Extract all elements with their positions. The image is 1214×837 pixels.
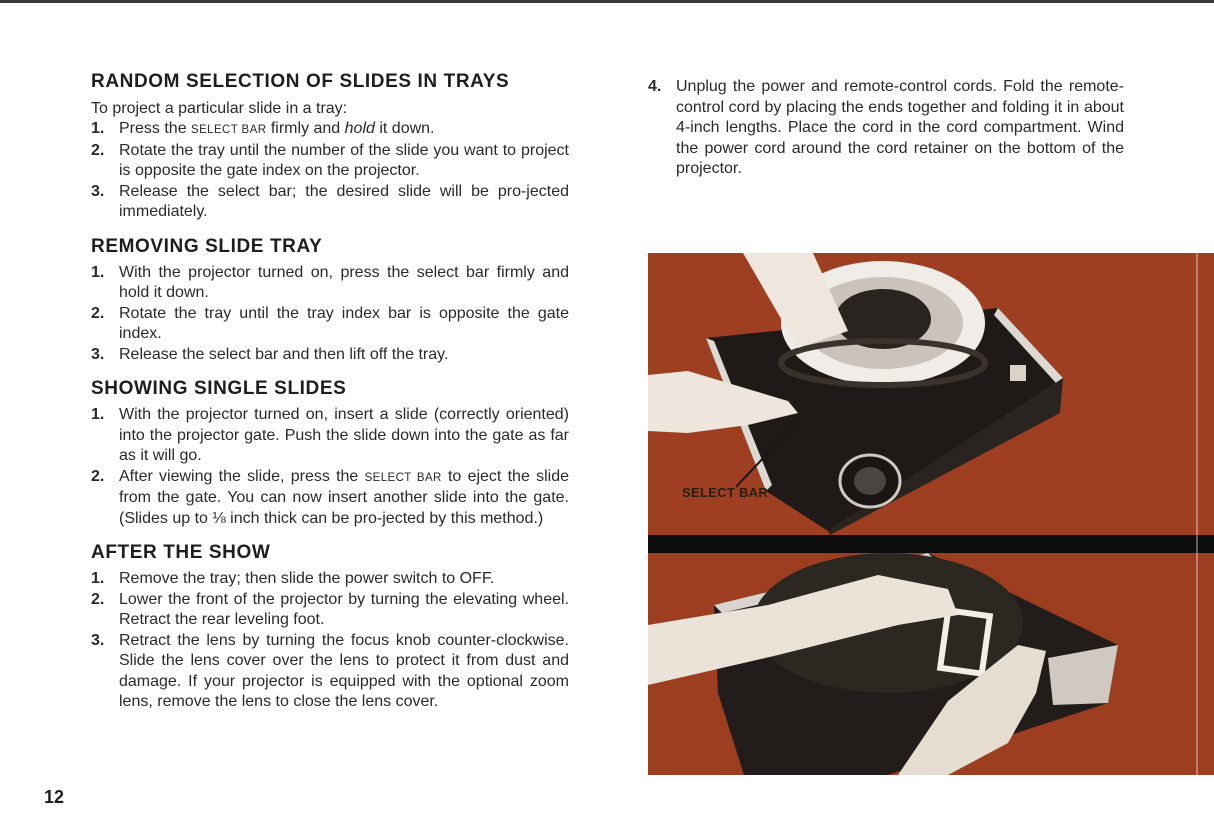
single-steps [91,405,569,529]
step-item [91,467,569,530]
step-number: 3. [91,182,105,200]
step-item [91,263,569,304]
step-text: Lower the front of the projector by turning the elevating wheel. Retract the rear leveling foot. [119,590,569,628]
step-item [91,182,569,223]
section-removing-tray [91,235,569,366]
step-number: 1. [91,263,105,281]
right-column [648,77,1124,180]
step-text: After viewing the slide, press the [119,467,365,485]
right-steps [648,77,1124,180]
heading-removing-tray: REMOVING SLIDE TRAY [91,235,323,257]
random-steps [91,119,569,223]
intro-text: To project a particular slide in a tray: [91,100,348,117]
step-item [91,590,569,631]
heading-after-show: AFTER THE SHOW [91,542,271,563]
step-text: Rotate the tray until the tray index bar is opposite the gate index. [119,304,569,342]
step-text: Retract the lens by turning the focus knob counter-clockwise. Slide the lens cover over the lens to protect it from dust and damage. If your projector is equipped with the optional zoom lens, remove the lens to close the lens cover. [119,631,569,710]
select-bar-term: SELECT BAR [364,471,442,484]
step-item [91,304,569,345]
step-number: 3. [91,345,105,363]
step-number: 1. [91,570,105,587]
step-text: Remove the tray; then slide the power switch to OFF. [119,570,495,587]
step-number: 2. [91,467,105,485]
step-text: it down. [374,120,435,137]
step-text: Rotate the tray until the number of the slide you want to project is opposite the gate index on the projector. [119,141,569,179]
step-number: 2. [91,141,105,159]
step-item [91,141,569,182]
step-text: Press the [119,120,192,137]
left-column [91,70,569,725]
step-text: With the projector turned on, press the select bar firmly and hold it down. [119,263,569,301]
removing-steps [91,263,569,366]
step-item [91,569,569,590]
photo-edge [1196,253,1198,775]
step-text: With the projector turned on, insert a slide (correctly oriented) into the projector gate. Push the slide down into the gate as far as it will go. [119,406,569,464]
projector-photos [648,253,1214,775]
step-text: Unplug the power and remote-control cords. Fold the remote-control cord by placing the ends together and folding it in about 4-inch lengths. Place the cord in the cord compartment. Wind the power cord around the cord retainer on the bottom of the projector. [676,78,1124,177]
step-number: 1. [91,406,105,423]
step-number: 2. [91,304,105,322]
step-item [91,405,569,467]
after-steps [91,569,569,713]
step-item [648,77,1124,180]
section-random-selection [91,70,569,223]
section-single-slides [91,377,569,529]
step-item [91,345,569,366]
heading-random-selection: RANDOM SELECTION OF SLIDES IN TRAYS [91,71,510,92]
emphasis-hold: hold [344,120,375,137]
step-text: to eject the slide from the gate. You can now insert another slide into the gate. (Slides up to ⅛ inch thick can be pro-jected by this method.) [119,467,569,527]
top-border [0,0,1214,3]
step-item [91,631,569,713]
step-text: Release the select bar; the desired slide will be pro-jected immediately. [119,182,569,220]
step-number: 3. [91,631,105,649]
step-text: firmly and [266,120,345,137]
step-item [91,119,569,141]
step-number: 2. [91,590,105,608]
projector-illustration [648,253,1214,775]
step-text: Release the select bar and then lift off the tray. [119,345,449,363]
step-number: 1. [91,120,105,137]
heading-single-slides: SHOWING SINGLE SLIDES [91,378,347,399]
page-number: 12 [44,787,65,807]
step-number: 4. [648,78,662,95]
section-after-show [91,541,569,713]
photo-divider [648,535,1214,553]
select-bar-callout: SELECT BAR [682,485,769,500]
select-bar-term: SELECT BAR [191,124,267,136]
